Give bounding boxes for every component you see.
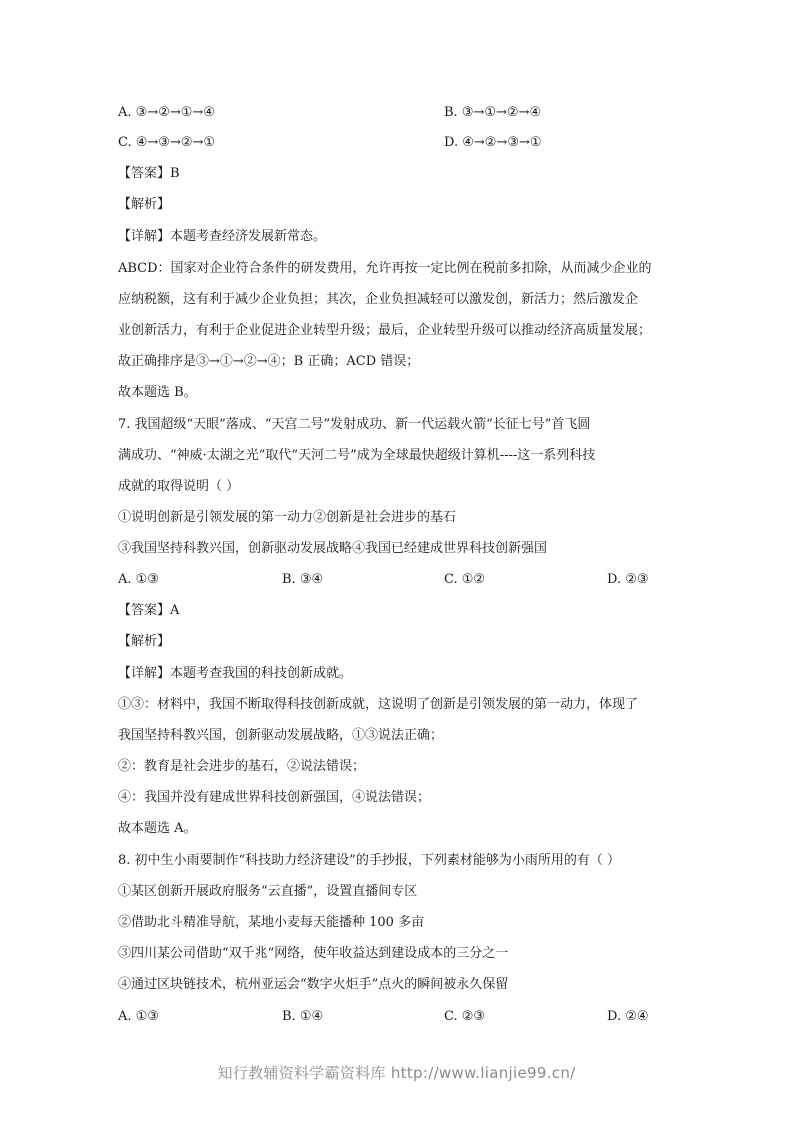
q6-option-b: B. ③→①→②→④ bbox=[444, 105, 542, 120]
q7-choice-line: ③我国坚持科教兴国，创新驱动发展战略④我国已经建成世界科技创新强国 bbox=[118, 541, 548, 556]
q7-detail-line: 我国坚持科教兴国，创新驱动发展战略，①③说法正确； bbox=[118, 728, 444, 743]
q6-option-c: C. ④→③→②→① bbox=[118, 135, 216, 150]
q6-detail-line: 故本题选 B。 bbox=[118, 385, 197, 400]
q6-detail-line: 业创新活力，有利于企业促进企业转型升级；最后，企业转型升级可以推动经济高质量发展； bbox=[118, 323, 652, 338]
q8-option-d: D. ②④ bbox=[607, 1009, 649, 1024]
q7-option-b: B. ③④ bbox=[282, 572, 324, 587]
q8-choice-line: ④通过区块链技术，杭州亚运会“数字火炬手”点火的瞬间被永久保留 bbox=[118, 977, 509, 992]
q7-option-a: A. ①③ bbox=[118, 572, 159, 587]
q6-option-d: D. ④→②→③→① bbox=[444, 135, 542, 150]
q7-detail-line: ①③：材料中，我国不断取得科技创新成就，这说明了创新是引领发展的第一动力，体现了 bbox=[118, 697, 639, 712]
q6-option-a: A. ③→②→①→④ bbox=[118, 105, 215, 120]
q7-answer: 【答案】A bbox=[118, 603, 180, 618]
q8-choice-line: ③四川某公司借助“双千兆”网络，使年收益达到建设成本的三分之一 bbox=[118, 946, 509, 961]
q8-option-b: B. ①④ bbox=[282, 1009, 324, 1024]
q7-stem-line: 满成功、“神威·太湖之光”取代“天河二号”成为全球最快超级计算机----这一系列科技 bbox=[118, 448, 596, 463]
q6-detail-line: 故正确排序是③→①→②→④；B 正确；ACD 错误； bbox=[118, 354, 420, 369]
q6-detail-line: 应纳税额，这有利于减少企业负担；其次，企业负担减轻可以激发创，新活力；然后激发企 bbox=[118, 292, 639, 307]
q7-detail-line: ②：教育是社会进步的基石，②说法错误； bbox=[118, 759, 366, 774]
q7-detail-line: 故本题选 A。 bbox=[118, 821, 197, 836]
q7-analysis-heading: 【解析】 bbox=[118, 634, 171, 649]
q7-option-c: C. ①② bbox=[444, 572, 486, 587]
q8-stem: 8. 初中生小雨要制作“科技助力经济建设”的手抄报，下列素材能够为小雨所用的有（ ） bbox=[118, 853, 620, 868]
q8-option-c: C. ②③ bbox=[444, 1009, 486, 1024]
q7-detail-line: 【详解】本题考查我国的科技创新成就。 bbox=[118, 666, 353, 681]
q6-detail-line: 【详解】本题考查经济发展新常态。 bbox=[118, 229, 327, 244]
q6-detail-line: ABCD：国家对企业符合条件的研发费用，允许再按一定比例在税前多扣除，从而减少企业的 bbox=[118, 261, 652, 276]
q7-detail-line: ④：我国并没有建成世界科技创新强国，④说法错误； bbox=[118, 790, 431, 805]
q7-option-d: D. ②③ bbox=[607, 572, 649, 587]
q8-choice-line: ②借助北斗精准导航，某地小麦每天能播种 100 多亩 bbox=[118, 915, 425, 930]
q8-choice-line: ①某区创新开展政府服务“云直播”，设置直播间专区 bbox=[118, 884, 418, 899]
q6-answer: 【答案】B bbox=[118, 166, 180, 181]
q7-stem-line: 7. 我国超级“天眼”落成、“天宫二号”发射成功、新一代运载火箭“长征七号”首飞圆 bbox=[118, 417, 591, 432]
q7-stem-line: 成就的取得说明（ ） bbox=[118, 479, 240, 494]
footer-watermark: 知行教辅资料学霸资料库 http://www.lianjie99.cn/ bbox=[217, 1064, 576, 1082]
q8-option-a: A. ①③ bbox=[118, 1009, 159, 1024]
q7-choice-line: ①说明创新是引领发展的第一动力②创新是社会进步的基石 bbox=[118, 510, 457, 525]
q6-analysis-heading: 【解析】 bbox=[118, 197, 171, 212]
